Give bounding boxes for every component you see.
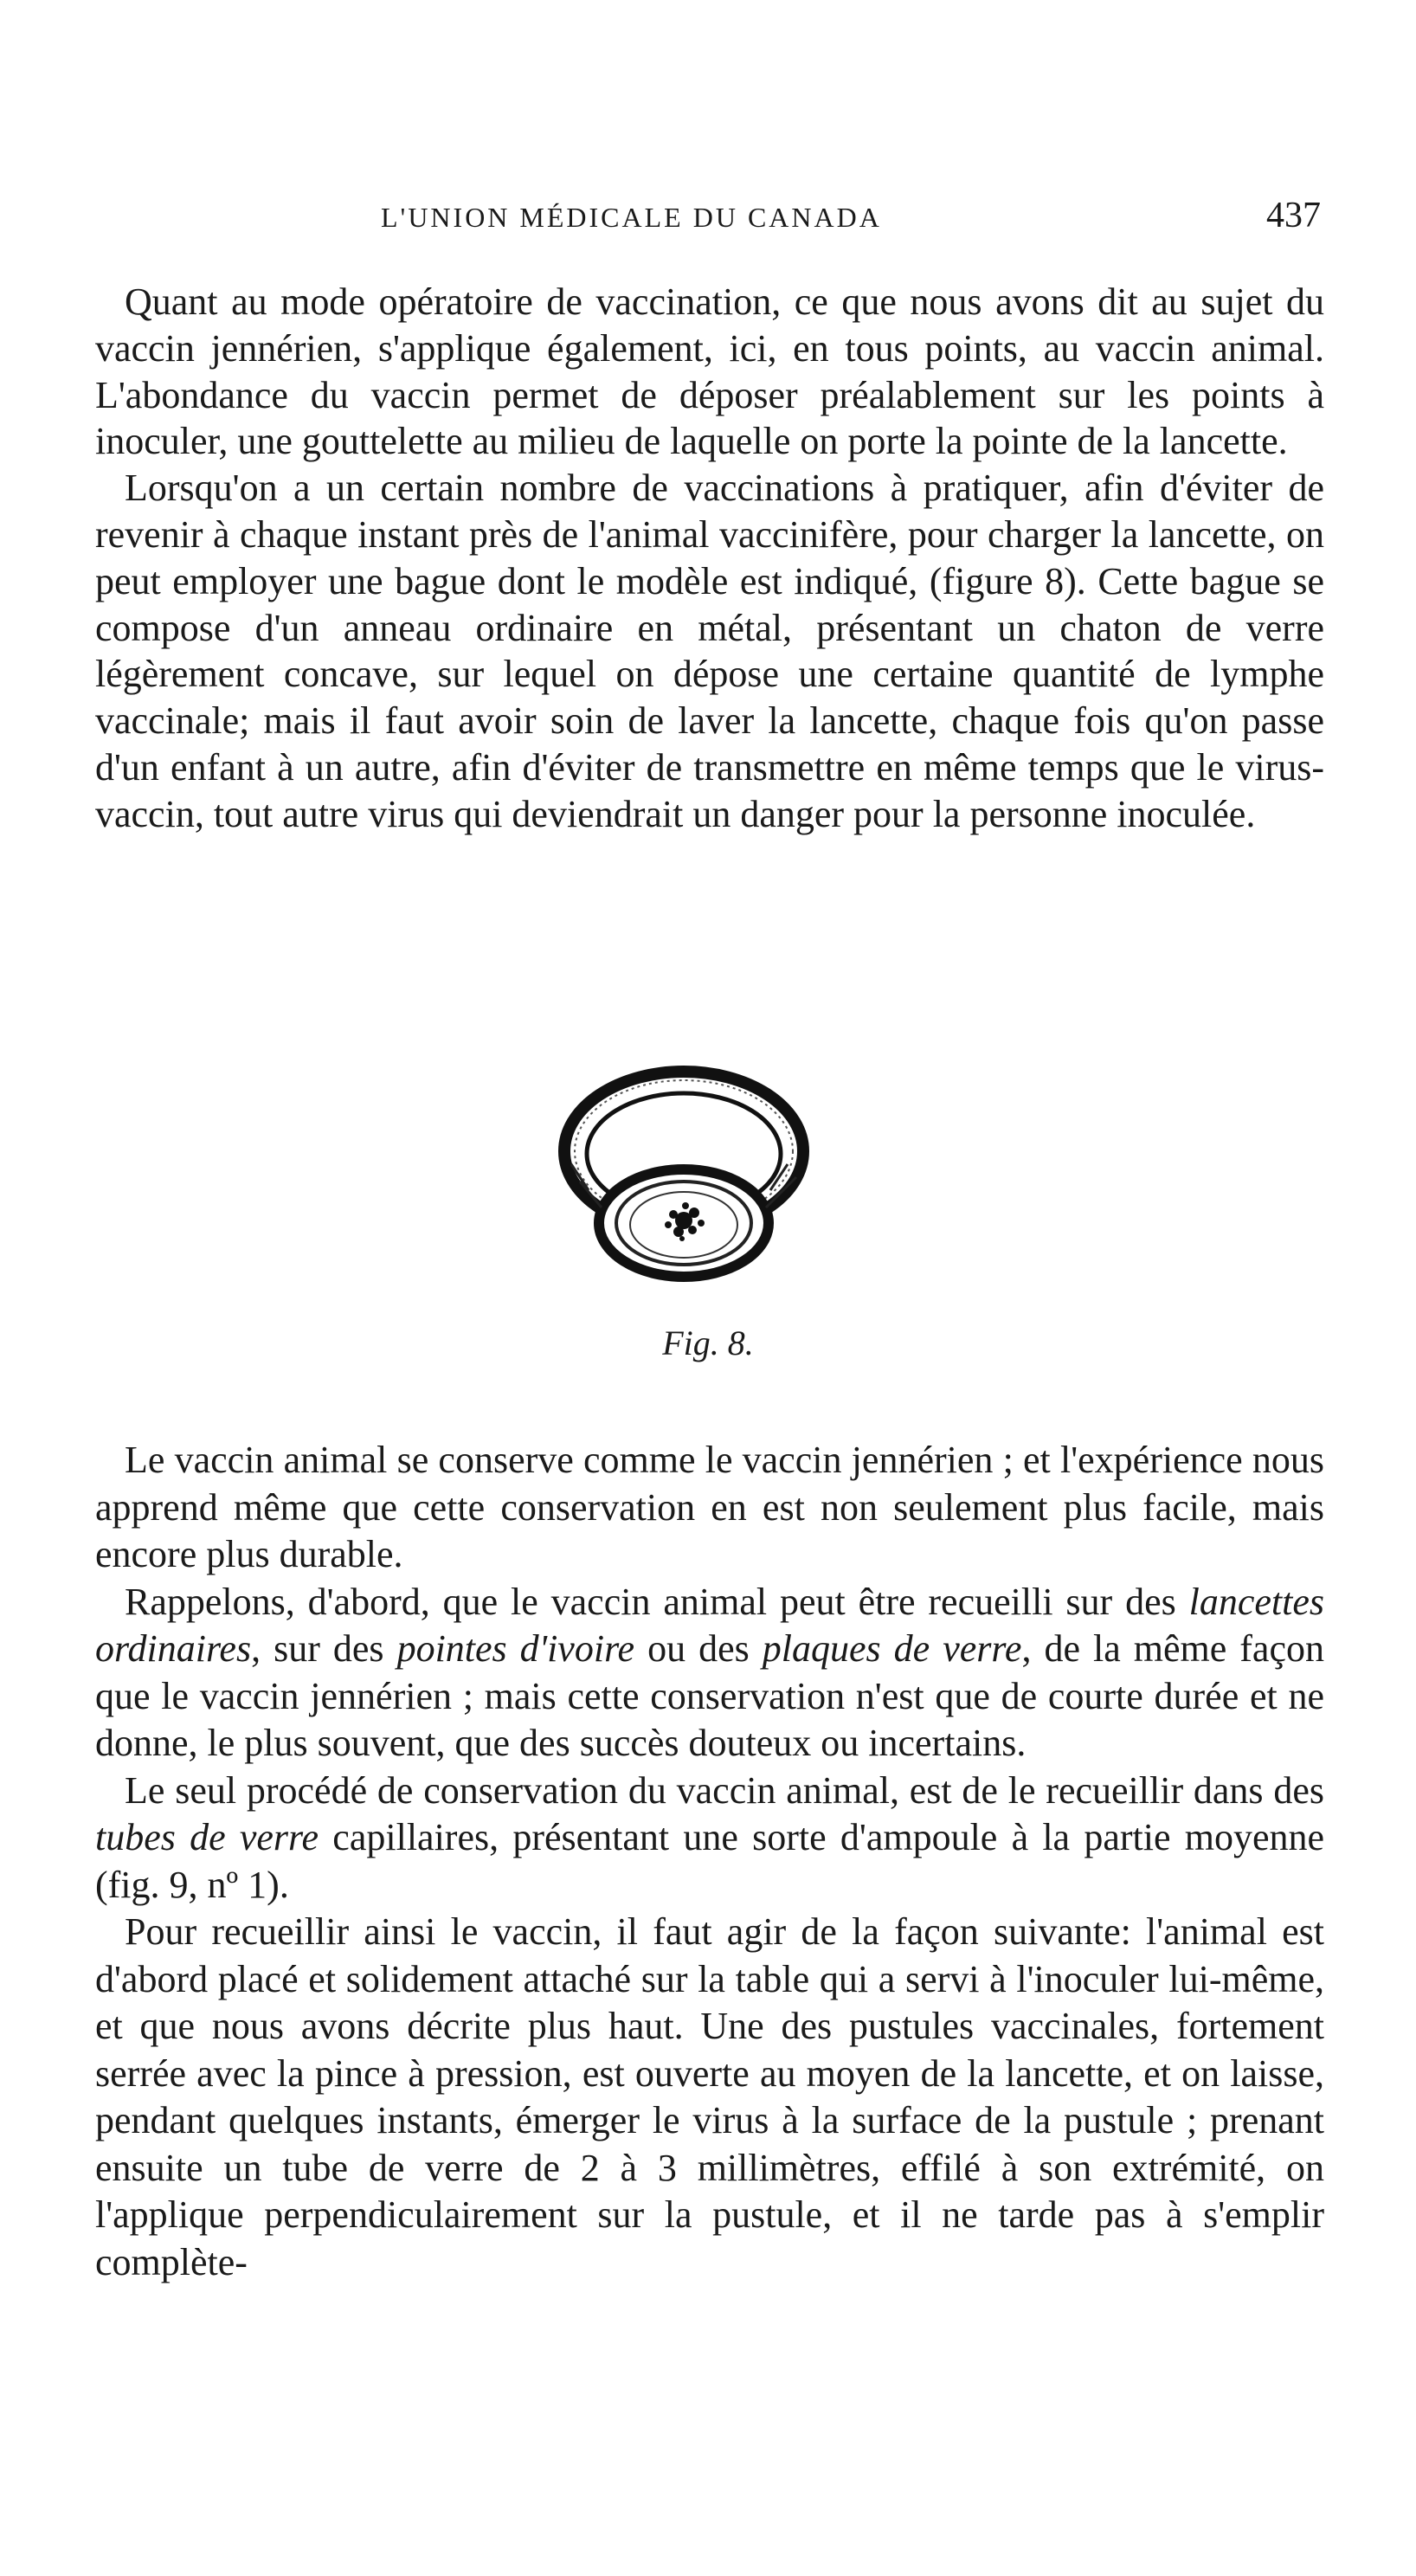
text-run: Le seul procédé de conservation du vaccin animal, est de le recueillir dans des xyxy=(125,1768,1324,1812)
text-run: , sur des xyxy=(251,1627,397,1670)
paragraph xyxy=(95,1579,1324,1768)
paragraph xyxy=(95,1768,1324,1909)
text-run: capillaires, présentant une sorte d'ampoule à la partie moyenne (fig. 9, nº 1). xyxy=(95,1816,1324,1906)
italic-term: lancettes ordinaires xyxy=(95,1580,1324,1670)
ring-illustration-icon xyxy=(554,1060,814,1346)
paragraph: Quant au mode opératoire de vaccination, ce que nous avons dit au sujet du vaccin jennérien, s'applique également, ici, en tous points, au vaccin animal. L'abondance du vaccin permet de déposer préalablement sur les points à inoculer, une gouttelette au milieu de laquelle on porte la pointe de la lancette. xyxy=(95,280,1324,463)
running-header xyxy=(121,195,1333,247)
text-block-top xyxy=(95,279,1324,838)
italic-term: plaques de verre xyxy=(762,1627,1022,1670)
page-number: 437 xyxy=(1266,196,1321,235)
journal-title: L'UNION MÉDICALE DU CANADA xyxy=(381,202,882,233)
figure-caption: Fig. 8. xyxy=(662,1323,754,1362)
paragraph: Pour recueillir ainsi le vaccin, il faut agir de la façon suivante: l'animal est d'abord placé et solidement attaché sur la table qui a servi à l'inoculer lui-même, et que nous avons décrite plus haut. Une des pustules vaccinales, fortement serrée avec la pince à pression, est ouverte au moyen de la lancette, et on laisse, pendant quelques instants, émerger le virus à la surface de la pustule ; prenant ensuite un tube de verre de 2 à 3 millimètres, effilé à son extrémité, on l'applique perpendiculairement sur la pustule, et il ne tarde pas à s'emplir complète- xyxy=(95,1910,1324,2283)
text-run: , de la même façon que le vaccin jennérien ; mais cette conservation n'est que de courte durée et ne donne, le plus souvent, que des succès douteux ou incertains. xyxy=(95,1627,1324,1764)
italic-term: tubes de verre xyxy=(95,1816,319,1858)
italic-term: pointes d'ivoire xyxy=(396,1627,635,1670)
text-run: ou des xyxy=(634,1627,763,1670)
paragraph: Lorsqu'on a un certain nombre de vaccinations à pratiquer, afin d'éviter de revenir à chaque instant près de l'animal vaccinifère, pour charger la lancette, on peut employer une bague dont le modèle est indiqué, (figure 8). Cette bague se compose d'un anneau ordinaire en métal, présentant un chaton de verre légèrement concave, sur lequel on dépose une certaine quantité de lymphe vaccinale; mais il faut avoir soin de laver la lancette, chaque fois qu'on passe d'un enfant à un autre, afin d'éviter de transmettre en même temps que le virus-vaccin, tout autre virus qui deviendrait un danger pour la personne inoculée. xyxy=(95,467,1324,835)
text-run: Rappelons, d'abord, que le vaccin animal peut être recueilli sur des xyxy=(125,1580,1189,1623)
text-block-bottom xyxy=(95,1437,1324,2286)
paragraph: Le vaccin animal se conserve comme le vaccin jennérien ; et l'expérience nous apprend même que cette conservation en est non seulement plus facile, mais encore plus durable. xyxy=(95,1439,1324,1575)
